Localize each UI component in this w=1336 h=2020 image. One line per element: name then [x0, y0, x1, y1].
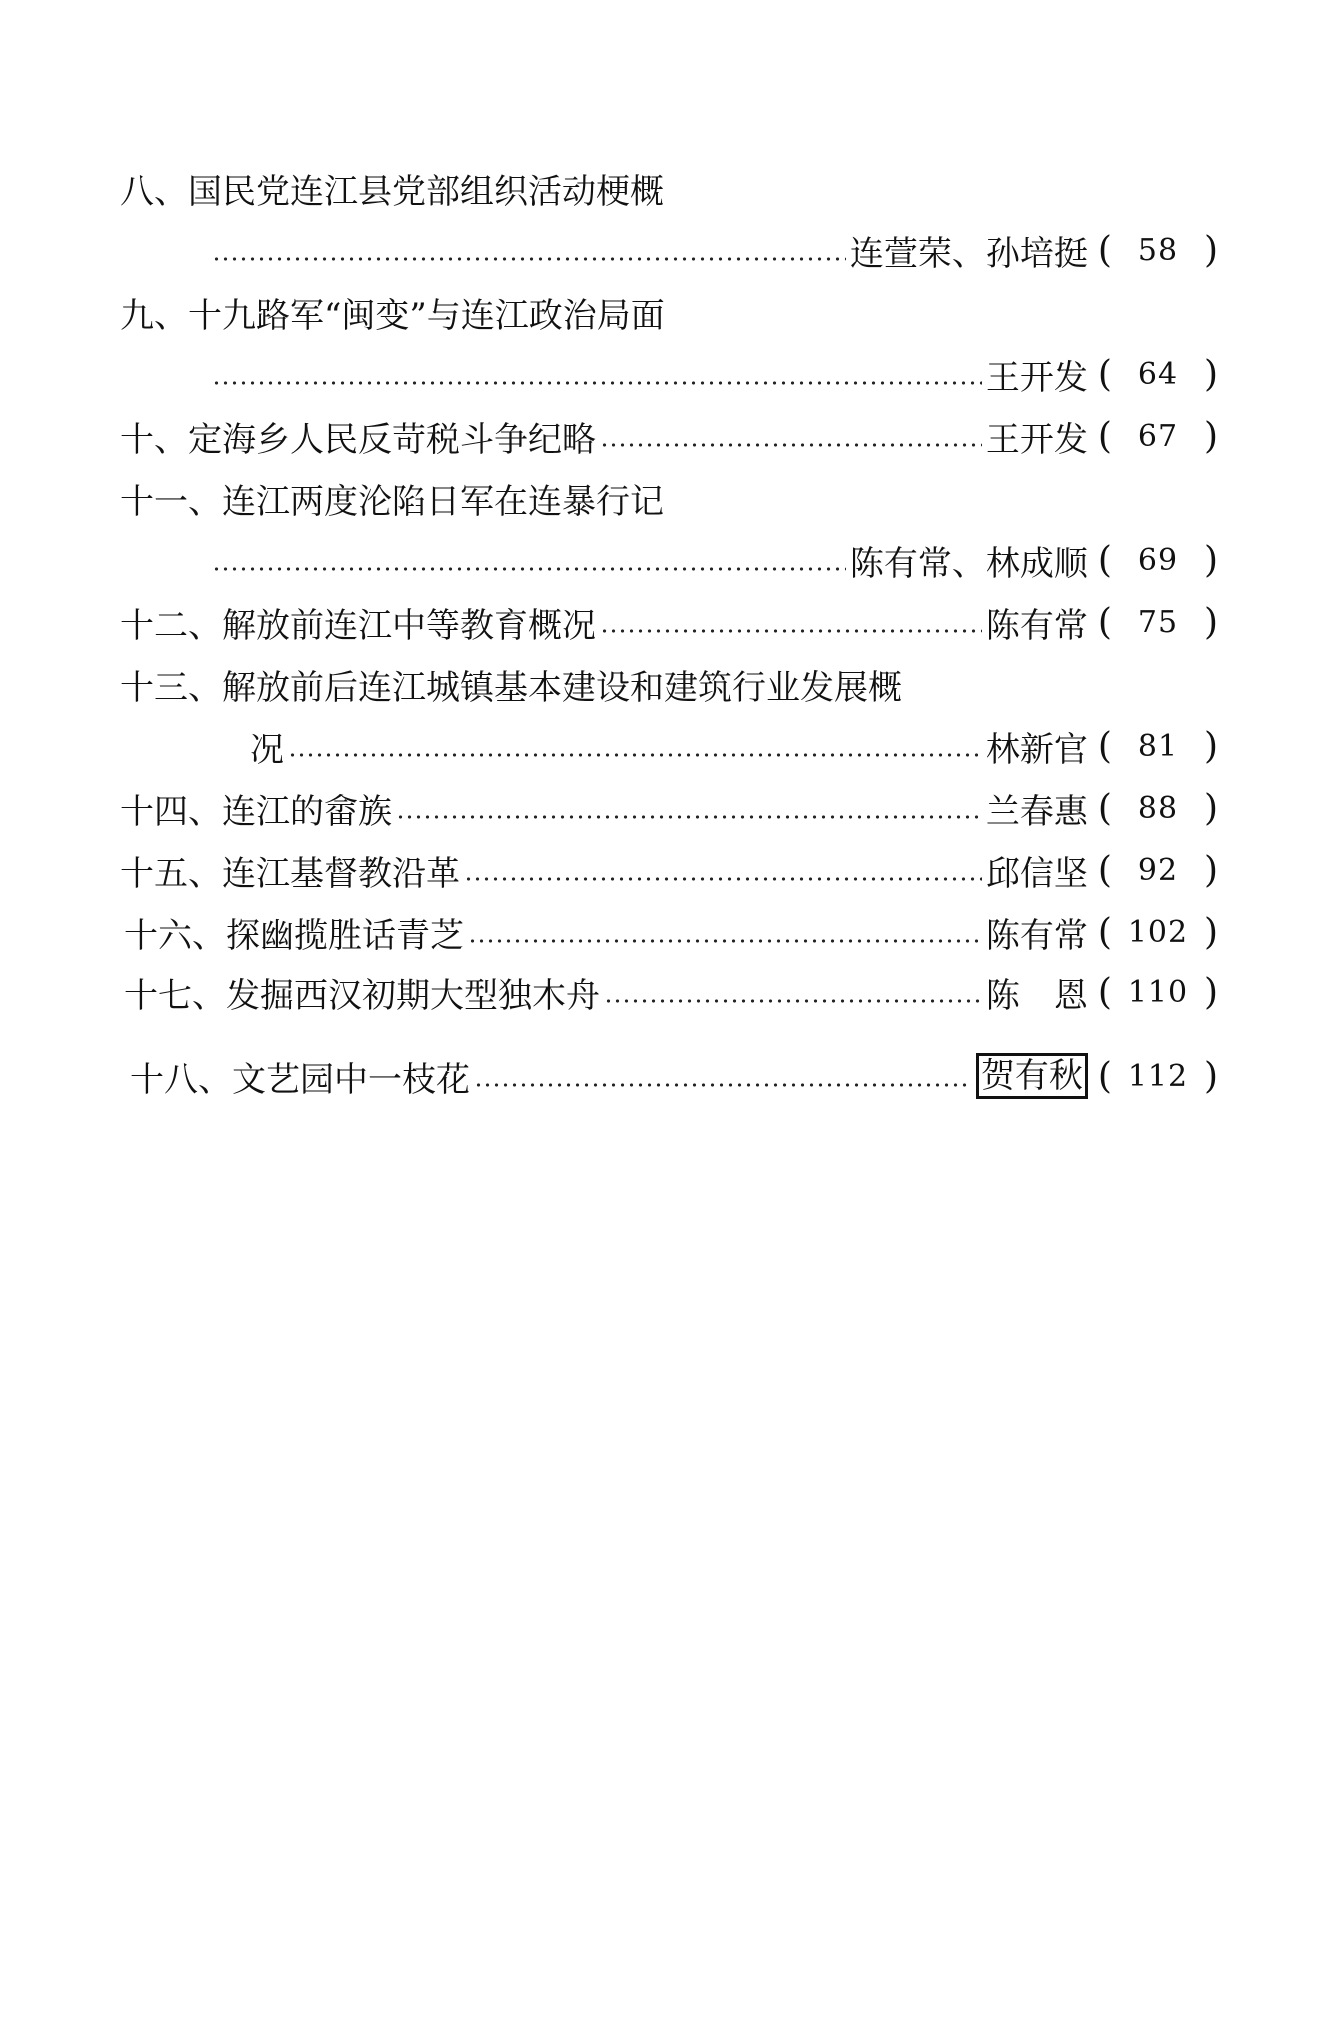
- entry-author: 林新官: [985, 729, 1088, 770]
- entry-page: ( 112 ): [1097, 1055, 1218, 1097]
- entry-page: ( 69 ): [1097, 539, 1218, 581]
- entry-title: 定海乡人民反苛税斗争纪略: [188, 419, 596, 460]
- page-number: 110: [1127, 974, 1189, 1010]
- entry-title: 文艺园中一枝花: [232, 1059, 470, 1100]
- page-number: 69: [1137, 542, 1179, 578]
- dot-leader: [464, 877, 982, 881]
- entry-author: 王开发: [985, 357, 1088, 398]
- entry-author: 王开发: [985, 419, 1088, 460]
- toc-entry-11-author-line: [208, 536, 1218, 584]
- dot-leader: [212, 381, 982, 385]
- entry-page: ( 58 ): [1097, 229, 1218, 271]
- entry-number: 十八、: [130, 1059, 232, 1100]
- toc-entry-14: [120, 784, 1218, 832]
- entry-number: 十、: [120, 419, 188, 460]
- dot-leader: [468, 939, 982, 943]
- entry-number: 十二、: [120, 605, 222, 646]
- dot-leader: [604, 999, 982, 1003]
- entry-page: ( 92 ): [1097, 849, 1218, 891]
- entry-title: 国民党连江县党部组织活动梗概: [188, 171, 664, 212]
- page-number: 81: [1137, 728, 1179, 764]
- entry-number: 十四、: [120, 791, 222, 832]
- toc-entry-13-author-line: [250, 722, 1218, 770]
- entry-number: 十五、: [120, 853, 222, 894]
- dot-leader: [600, 629, 982, 633]
- entry-page: ( 110 ): [1097, 971, 1218, 1013]
- entry-page: ( 81 ): [1097, 725, 1218, 767]
- page-number: 67: [1137, 418, 1179, 454]
- dot-leader: [212, 567, 846, 571]
- toc-entry-9-title-line: [120, 288, 665, 336]
- entry-title: 连江的畲族: [222, 791, 392, 832]
- entry-author-boxed: 贺有秋: [976, 1053, 1088, 1099]
- toc-entry-16: [124, 908, 1218, 956]
- entry-author: 兰春惠: [985, 791, 1088, 832]
- dot-leader: [288, 753, 982, 757]
- dot-leader: [396, 815, 982, 819]
- entry-author: 陈有常: [985, 605, 1088, 646]
- toc-entry-17: [124, 968, 1218, 1016]
- page-number: 112: [1127, 1058, 1189, 1094]
- entry-page: ( 88 ): [1097, 787, 1218, 829]
- toc-entry-11-title-line: [120, 474, 664, 522]
- toc-entry-12: [120, 598, 1218, 646]
- entry-number: 十七、: [124, 975, 226, 1016]
- entry-title-continued: 况: [250, 729, 284, 770]
- entry-title: 十九路军“闽变”与连江政治局面: [188, 295, 665, 336]
- entry-author: 陈有常: [985, 915, 1088, 956]
- page-number: 92: [1137, 852, 1179, 888]
- entry-author: 陈 恩: [985, 975, 1088, 1016]
- entry-number: 八、: [120, 171, 188, 212]
- entry-title: 发掘西汉初期大型独木舟: [226, 975, 600, 1016]
- page-number: 58: [1137, 232, 1179, 268]
- toc-entry-13-title-line: [120, 660, 902, 708]
- dot-leader: [600, 443, 982, 447]
- entry-author: 连萱荣、孙培挺: [849, 233, 1088, 274]
- toc-entry-9-author-line: [208, 350, 1218, 398]
- toc-entry-15: [120, 846, 1218, 894]
- toc-entry-10: [120, 412, 1218, 460]
- entry-page: ( 75 ): [1097, 601, 1218, 643]
- entry-title: 解放前后连江城镇基本建设和建筑行业发展概: [222, 667, 902, 708]
- entry-author: 邱信坚: [985, 853, 1088, 894]
- entry-page: ( 64 ): [1097, 353, 1218, 395]
- dot-leader: [474, 1083, 972, 1087]
- entry-title: 解放前连江中等教育概况: [222, 605, 596, 646]
- toc-entry-8-author-line: [208, 226, 1218, 274]
- entry-title: 探幽揽胜话青芝: [226, 915, 464, 956]
- page-number: 75: [1137, 604, 1179, 640]
- entry-author: 陈有常、林成顺: [849, 543, 1088, 584]
- entry-title: 连江基督教沿革: [222, 853, 460, 894]
- entry-page: ( 102 ): [1097, 911, 1218, 953]
- dot-leader: [212, 257, 846, 261]
- entry-number: 十一、: [120, 481, 222, 522]
- toc-entry-18: [130, 1052, 1218, 1100]
- entry-number: 十六、: [124, 915, 226, 956]
- toc-entry-8-title-line: [120, 164, 664, 212]
- entry-title: 连江两度沦陷日军在连暴行记: [222, 481, 664, 522]
- entry-number: 九、: [120, 295, 188, 336]
- page-number: 64: [1137, 356, 1179, 392]
- page-number: 88: [1137, 790, 1179, 826]
- entry-page: ( 67 ): [1097, 415, 1218, 457]
- entry-number: 十三、: [120, 667, 222, 708]
- page-number: 102: [1127, 914, 1189, 950]
